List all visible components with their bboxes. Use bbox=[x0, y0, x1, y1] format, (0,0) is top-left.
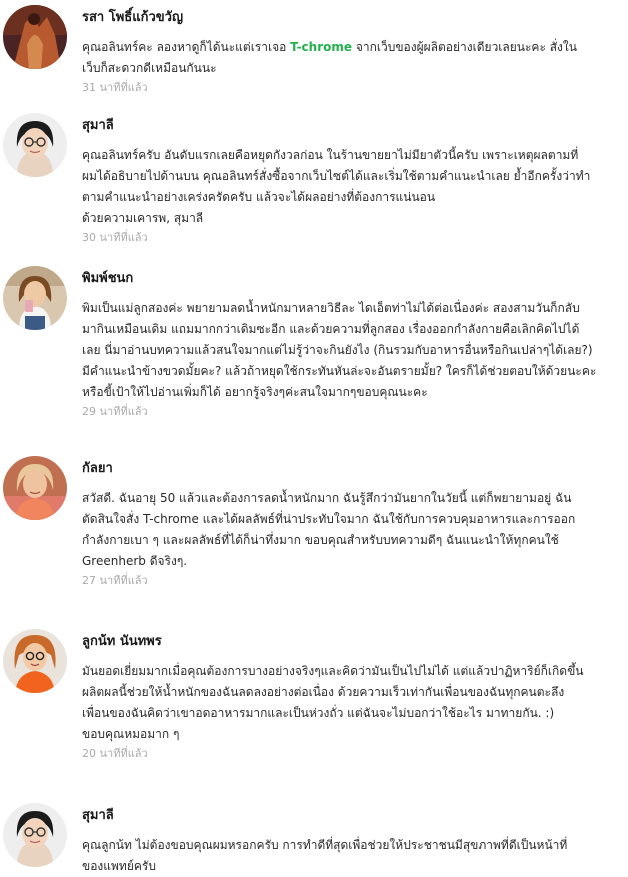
comment-author[interactable]: สุมาลี bbox=[82, 118, 114, 133]
comment-author[interactable]: สุมาลี bbox=[82, 808, 114, 823]
comment-body bbox=[82, 460, 618, 589]
comment-body bbox=[82, 633, 618, 762]
comment-text-part: คุณอลินทร์คะ ลองหาดูก็ได้นะแต่เราเจอ bbox=[82, 40, 291, 54]
avatar[interactable] bbox=[3, 5, 67, 69]
comment-author[interactable]: ลูกน้ท นันทพร bbox=[82, 634, 162, 649]
comment-text-part: จากเว็บของผู้ผลิตอย่างเดียวเลยนะคะ สั่งใน เว็บก็สะดวกดีเหมือนกันนะ bbox=[82, 40, 577, 75]
comment bbox=[0, 263, 628, 448]
comment-time: 31 นาทีที่แล้ว bbox=[82, 81, 148, 94]
comment-body bbox=[82, 9, 618, 96]
avatar-image bbox=[3, 113, 67, 177]
comment-author[interactable]: กัลยา bbox=[82, 461, 113, 476]
comment-body bbox=[82, 117, 618, 246]
comment bbox=[0, 453, 628, 618]
avatar-image bbox=[3, 5, 67, 69]
comment-text bbox=[82, 37, 618, 79]
comment-body bbox=[82, 270, 618, 420]
comment-body bbox=[82, 807, 618, 877]
comment-time: 20 นาทีที่แล้ว bbox=[82, 747, 148, 760]
comment-time: 30 นาทีที่แล้ว bbox=[82, 231, 148, 244]
comment-time: 27 นาทีที่แล้ว bbox=[82, 574, 148, 587]
comment bbox=[0, 800, 628, 871]
avatar-image bbox=[3, 266, 67, 330]
avatar-image bbox=[3, 803, 67, 867]
comment-text: พิมเป็นแม่ลูกสองค่ะ พยายามลดน้ำหนักมาหลายวิธีละ ไดเอ็ตท่าไม่ได้ต่อเนื่องค่ะ สองสามวันก็กลับ มากินเหมือนเดิม แถมมากกว่าเดิมซะอีก และด้วยความที่ลูกสอง เรื่องออกกำลังกายคือเลิกคิดไปได้ เลย นี่มาอ่านบทความแล้วสนใจมากแต่ไม่รู้ว่าจะกินยังไง (กินรวมกับอาหารอื่นหรือกินเปล่าๆได้เลย?) มีคำแนะนำข้างขวดมั้ยคะ? แล้วถ้าหยุดใช้กระทันหันล่ะจะอันตรายมั้ย? ใครก็ได้ช่วยตอบให้ด้วยนะคะ หรือขี้เป้าให้ไปอ่านเพิ่มก็ได้ อยากรู้จริงๆค่ะสนใจมากๆขอบคุณนะคะ bbox=[82, 301, 597, 399]
avatar[interactable] bbox=[3, 456, 67, 520]
avatar[interactable] bbox=[3, 113, 67, 177]
comment-text: มันยอดเยี่ยมมากเมื่อคุณต้องการบางอย่างจริงๆและคิดว่ามันเป็นไปไม่ได้ แต่แล้วปาฏิหาริย์ก็เกิดขึ้น ผลิตผลนี้ช่วยให้น้ำหนักของฉันลดลงอย่างต่อเนื่อง ด้วยความเร็วเท่ากันเพื่อนของฉันทุกคนตะลึง เพื่อนของฉันคิดว่าเขาอดอาหารมากและเป็นห่วงถั่ว แต่ฉันจะไม่บอกว่าใช้อะไร มาทายกัน. :) ขอบคุณหมอมาก ๆ bbox=[82, 664, 584, 741]
comment-time: 29 นาทีที่แล้ว bbox=[82, 405, 148, 418]
comment-author[interactable]: รสา โพธิ์แก้วขวัญ bbox=[82, 10, 184, 25]
comment-text: สวัสดี. ฉันอายุ 50 แล้วและต้องการลดน้ำหนักมาก ฉันรู้สึกว่ามันยากในวัยนี้ แต่ก็พยายามอยู่ ฉัน ตัดสินใจสั่ง T-chrome และได้ผลลัพธ์ที่น่าประทับใจมาก ฉันใช้กับการควบคุมอาหารและการออก กำลังกายเบา ๆ และผลลัพธ์ที่ได้ก็น่าทึ่งมาก ขอบคุณสำหรับบทความดีๆ ฉันแนะนำให้ทุกคนใช้ Greenherb ดีจริงๆ. bbox=[82, 491, 576, 568]
avatar[interactable] bbox=[3, 266, 67, 330]
comment-text: คุณลูกน้ท ไม่ต้องขอบคุณผมหรอกครับ การทำดีที่สุดเพื่อช่วยให้ประชาชนมีสุขภาพที่ดีเป็นหน้าที่ ของแพทย์ครับ bbox=[82, 838, 568, 873]
comment bbox=[0, 2, 628, 102]
comment-author[interactable]: พิมพ์ชนก bbox=[82, 271, 134, 286]
comment-text: คุณอลินทร์ครับ อันดับแรกเลยคือหยุดกังวลก่อน ในร้านขายยาไม่มียาตัวนี้ครับ เพราะเหตุผลตามที่ ผมได้อธิบายไปด้านบน คุณอลินทร์สั่งซื้อจากเว็บไซต์ได้และเริ่มใช้ตามคำแนะนำเลย ย้ำอีกครั้งว่าทำ ตามคำแนะนำอย่างเคร่งครัดครับ แล้วจะได้ผลอย่างที่ต้องการแน่นอน ด้วยความเคารพ, สุมาลี bbox=[82, 148, 591, 225]
avatar[interactable] bbox=[3, 803, 67, 867]
avatar[interactable] bbox=[3, 629, 67, 693]
comment bbox=[0, 626, 628, 791]
avatar-image bbox=[3, 456, 67, 520]
avatar-image bbox=[3, 629, 67, 693]
comment bbox=[0, 110, 628, 260]
product-link[interactable]: T-chrome bbox=[290, 40, 353, 54]
